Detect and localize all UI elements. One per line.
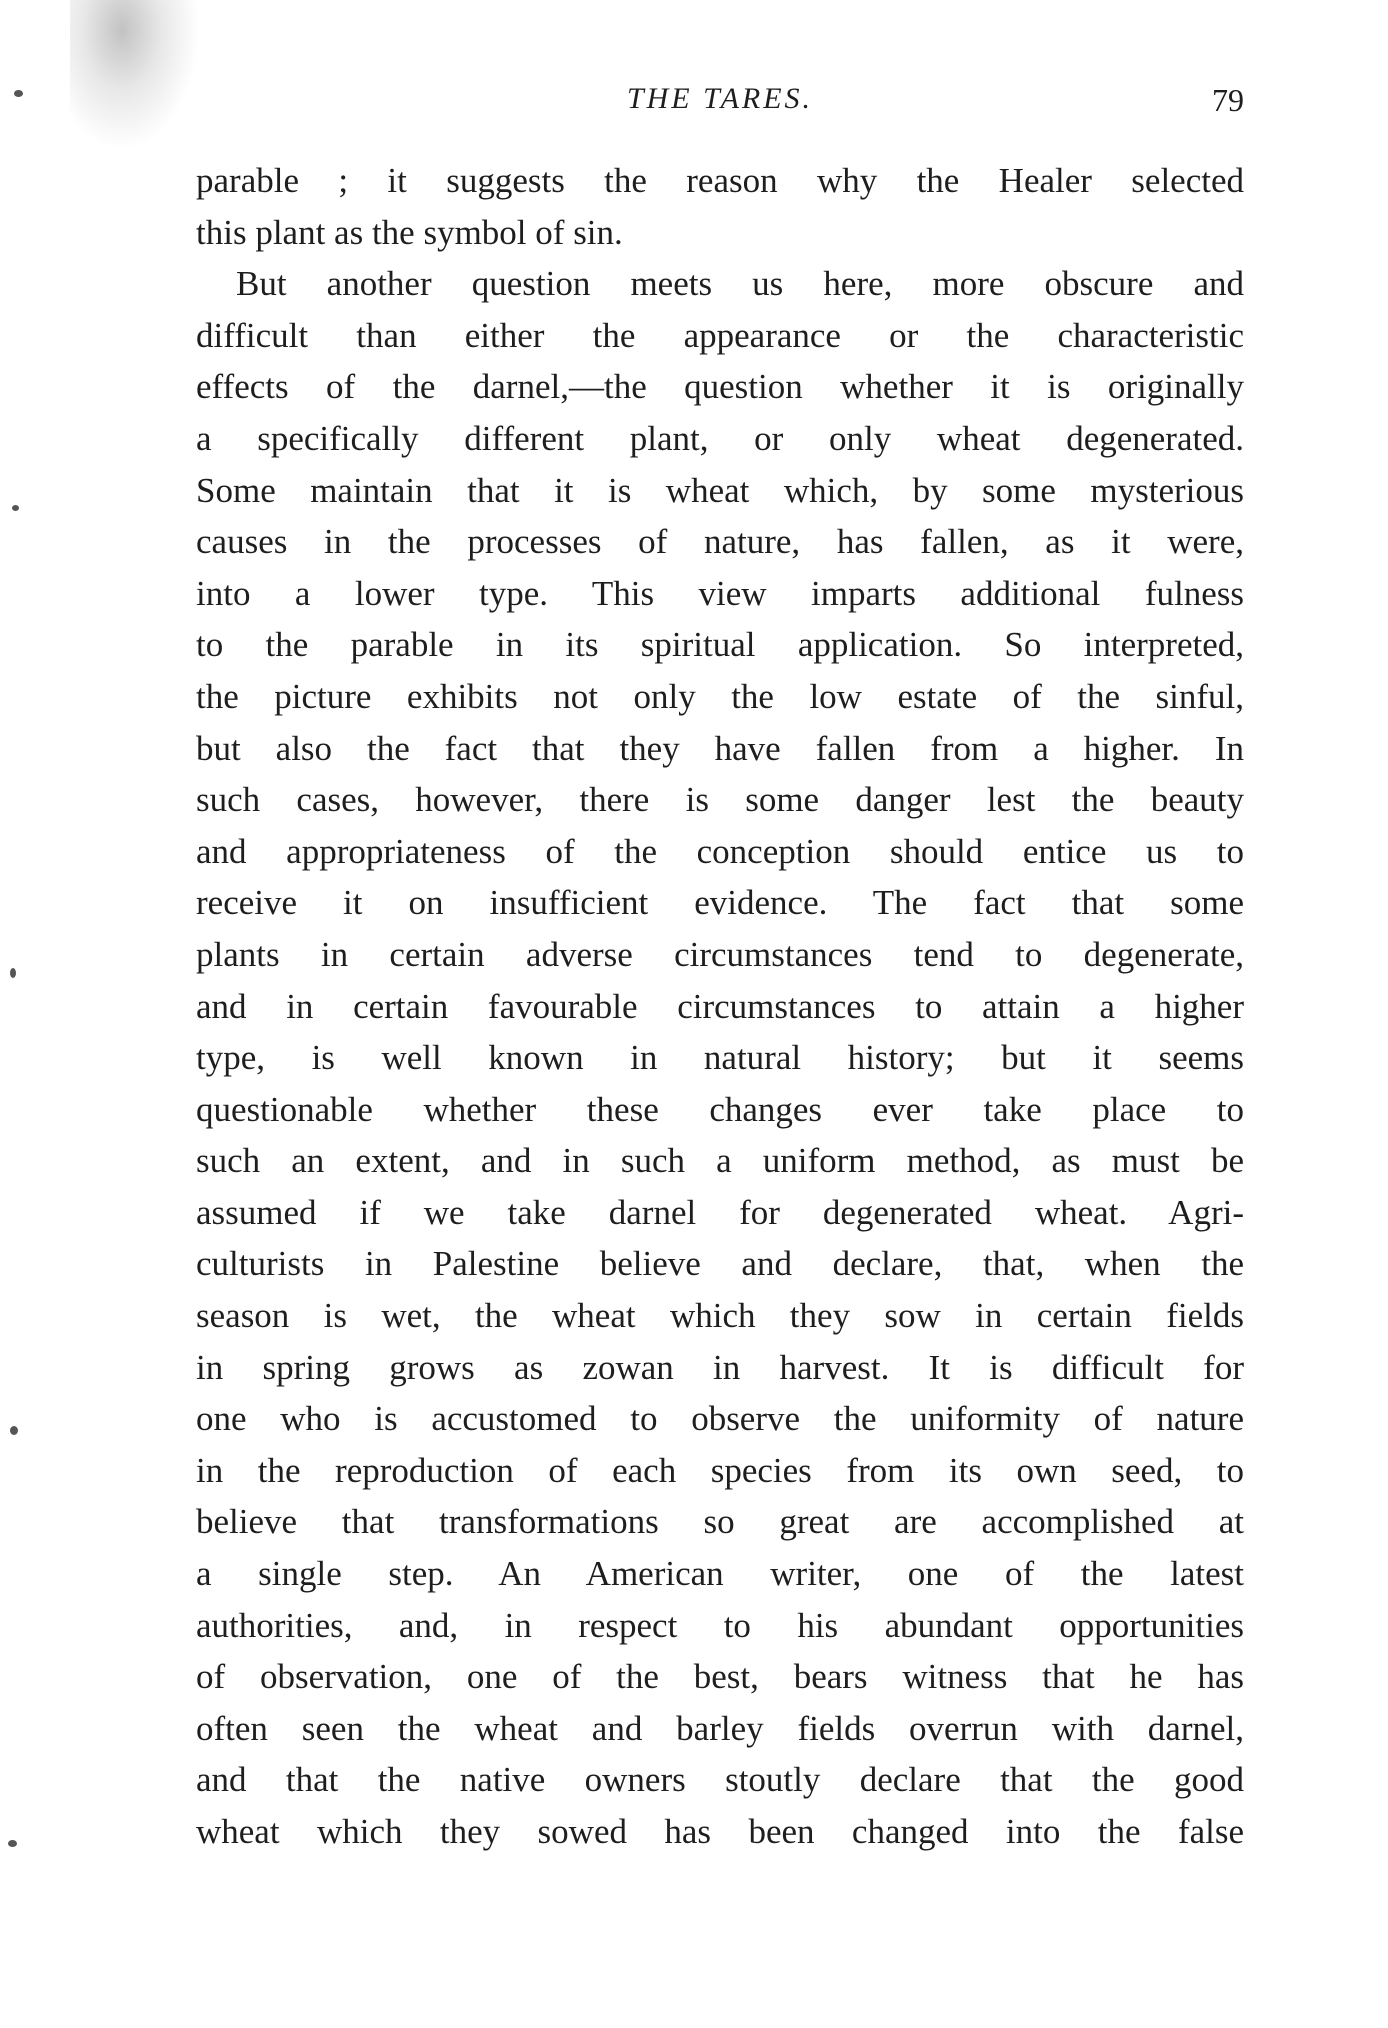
running-head — [196, 82, 1244, 126]
text-line: such cases, however, there is some danger lest the beauty — [196, 780, 1244, 820]
text-line: causes in the processes of nature, has fallen, as it were, — [196, 522, 1244, 562]
text-line: effects of the darnel,—the question whether it is originally — [196, 367, 1244, 407]
margin-mark — [8, 1840, 17, 1847]
text-line: plants in certain adverse circumstances tend to degenerate, — [196, 934, 1244, 974]
text-line: believe that transformations so great are accomplished at — [196, 1502, 1244, 1542]
text-line: into a lower type. This view imparts additional fulness — [196, 573, 1244, 613]
running-title: THE TARES. — [626, 82, 814, 115]
margin-mark — [10, 968, 16, 978]
margin-mark — [10, 1426, 18, 1435]
body-text — [196, 155, 1244, 1858]
text-line: of observation, one of the best, bears witness that he has — [196, 1657, 1244, 1697]
margin-mark — [12, 505, 19, 511]
page-number: 79 — [1212, 82, 1244, 118]
text-line: a single step. An American writer, one of the latest — [196, 1554, 1244, 1594]
text-line: in spring grows as zowan in harvest. It is difficult for — [196, 1347, 1244, 1387]
text-line: assumed if we take darnel for degenerated wheat. Agri- — [196, 1192, 1244, 1232]
text-line: in the reproduction of each species from its own seed, to — [196, 1450, 1244, 1490]
text-line: and that the native owners stoutly declare that the good — [196, 1760, 1244, 1800]
text-line: parable ; it suggests the reason why the Healer selected — [196, 161, 1244, 200]
text-line: the picture exhibits not only the low estate of the sinful, — [196, 676, 1244, 716]
text-line: but also the fact that they have fallen from a higher. In — [196, 728, 1244, 768]
text-line: and appropriateness of the conception should entice us to — [196, 831, 1244, 871]
text-line: type, is well known in natural history; but it seems — [196, 1038, 1244, 1078]
text-line: questionable whether these changes ever take place to — [196, 1089, 1244, 1129]
margin-mark — [14, 90, 23, 97]
text-line: and in certain favourable circumstances to attain a higher — [196, 986, 1244, 1026]
text-line: to the parable in its spiritual application. So interpreted, — [196, 625, 1244, 665]
text-line: such an extent, and in such a uniform method, as must be — [196, 1141, 1244, 1181]
text-line: difficult than either the appearance or the characteristic — [196, 315, 1244, 355]
text-line: receive it on insufficient evidence. The fact that some — [196, 883, 1244, 923]
text-line: season is wet, the wheat which they sow in certain fields — [196, 1296, 1244, 1336]
text-line: authorities, and, in respect to his abundant opportunities — [196, 1605, 1244, 1645]
text-line: one who is accustomed to observe the uniformity of nature — [196, 1399, 1244, 1439]
text-line: Some maintain that it is wheat which, by some mysterious — [196, 470, 1244, 510]
text-line: But another question meets us here, more obscure and — [236, 264, 1244, 304]
text-line: this plant as the symbol of sin. — [196, 212, 623, 252]
text-line: culturists in Palestine believe and declare, that, when the — [196, 1244, 1244, 1284]
text-line: often seen the wheat and barley fields overrun with darnel, — [196, 1708, 1244, 1748]
text-line: a specifically different plant, or only wheat degenerated. — [196, 418, 1244, 458]
text-line: wheat which they sowed has been changed into the false — [196, 1812, 1244, 1851]
page-smudge — [70, 0, 200, 150]
